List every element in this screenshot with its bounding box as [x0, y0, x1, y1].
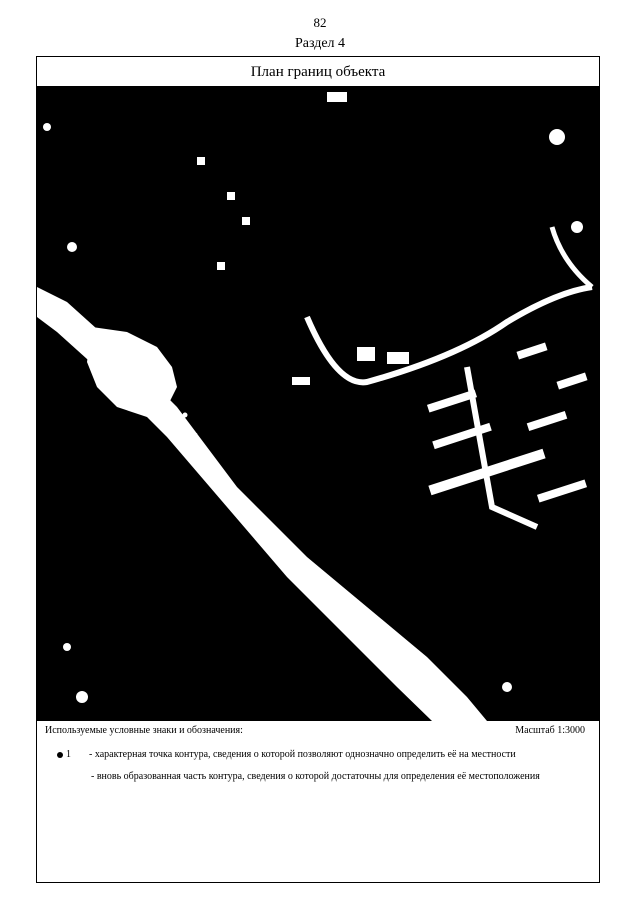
boundary-map: [37, 87, 599, 721]
legend-marker-label: 1: [66, 749, 71, 760]
boundary-point-17: [183, 413, 188, 418]
legend-title: Используемые условные знаки и обозначения:: [45, 725, 243, 736]
map-building: [197, 157, 205, 165]
legend-item-contour: [91, 771, 551, 783]
point-marker-icon: [57, 752, 63, 758]
map-scale: Масштаб 1:3000: [515, 725, 585, 736]
point-label-16: 16: [189, 432, 198, 441]
legend-item-text: - вновь образованная часть контура, сведения о которой достаточны для определения её местоположения: [91, 771, 540, 782]
point-label-17: 17: [171, 413, 180, 422]
section-title: Раздел 4: [294, 36, 346, 51]
map-building: [327, 92, 347, 102]
legend-item-point: [57, 749, 516, 760]
legend-item-text: - характерная точка контура, сведения о которой позволяют однозначно определить её на местности: [89, 749, 516, 760]
map-building: [242, 217, 250, 225]
page-number: 82: [313, 15, 327, 30]
map-image: [37, 87, 599, 721]
map-building: [227, 192, 235, 200]
map-building: [387, 352, 409, 364]
plan-title: План границ объекта: [37, 57, 599, 87]
map-building: [217, 262, 225, 270]
plan-frame: [36, 56, 600, 883]
map-building: [357, 347, 375, 361]
map-building: [292, 377, 310, 385]
